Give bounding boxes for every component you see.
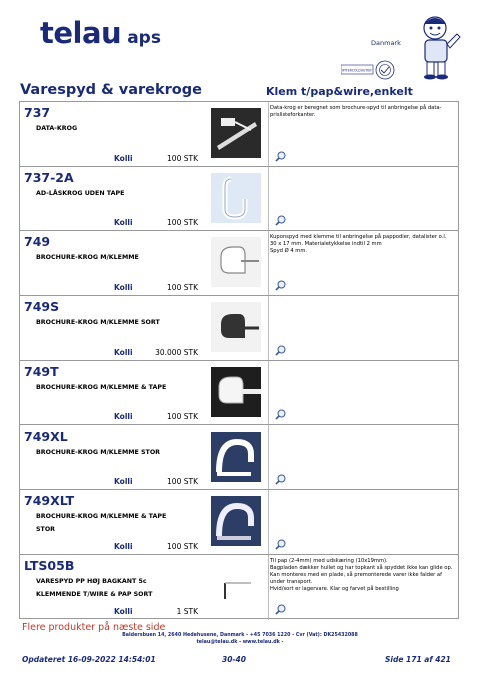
address-line-2: telau@telau.dk - www.telau.dk - (196, 640, 284, 645)
kolli-label: Kolli (114, 541, 133, 551)
zoom-icon[interactable] (275, 604, 286, 615)
product-name: DATA-KROG (36, 125, 78, 132)
product-quantity: 100 STK (167, 541, 198, 551)
product-code: 749XLT (24, 493, 75, 509)
product-description: Data-krog er beregnet som brochure-spyd til anbringelse på data-prislisteforkanter. (270, 105, 442, 118)
product-image (211, 432, 261, 482)
zoom-icon[interactable] (275, 280, 286, 291)
product-name: VARESPYD PP HØJ BAGKANT 5c (36, 577, 147, 585)
product-row (20, 361, 458, 426)
product-quantity: 100 STK (167, 153, 198, 163)
zoom-icon[interactable] (275, 151, 286, 162)
product-quantity: 100 STK (167, 218, 198, 228)
product-image (211, 561, 261, 611)
product-name: BROCHURE-KROG M/KLEMME (36, 254, 139, 262)
product-code: 737-2A (24, 169, 74, 185)
page-subtitle: Klem t/pap&wire,enkelt (266, 85, 413, 98)
logo-main: telau (40, 16, 122, 50)
product-code: 749 (24, 234, 51, 250)
kolli-label: Kolli (114, 283, 133, 293)
product-row (20, 426, 458, 491)
product-row (20, 555, 458, 620)
product-code: 749S (24, 299, 60, 315)
country-label: Danmark (371, 39, 401, 47)
kolli-label: Kolli (114, 218, 133, 228)
product-name: BROCHURE-KROG M/KLEMME & TAPE (36, 513, 167, 521)
product-description: Kuponspyd med klemme til anbringelse på pappodier, datalister o.l. 30 x 17 mm. Materialetykkelse indtil 2 mm Spyd Ø 4 mm. (270, 234, 447, 255)
more-products-note: Flere produkter på næste side (22, 622, 166, 633)
address-line-1: Baldersbuen 14, 2640 Hedehusene, Danmark - +45 7036 1220 - Cvr (Vat): DK25432088 (122, 633, 358, 638)
svg-text:IPITERCOLDUUTIEF: IPITERCOLDUUTIEF (341, 68, 373, 73)
product-image (211, 302, 261, 352)
product-quantity: 100 STK (167, 283, 198, 293)
footer-page: Side 171 af 421 (385, 655, 451, 664)
product-quantity: 1 STK (176, 606, 198, 616)
zoom-icon[interactable] (275, 474, 286, 485)
product-quantity: 30.000 STK (155, 347, 198, 357)
product-image (211, 367, 261, 417)
product-quantity: 100 STK (167, 477, 198, 487)
product-table (19, 101, 459, 619)
product-name: KLEMMENDE T/WIRE & PAP SORT (36, 590, 153, 598)
product-row (20, 296, 458, 361)
product-image (211, 173, 261, 223)
kolli-label: Kolli (114, 477, 133, 487)
product-name: BROCHURE-KROG M/KLEMME STOR (36, 448, 161, 456)
kolli-label: Kolli (114, 153, 133, 163)
product-code: 737 (24, 105, 51, 120)
product-image (211, 496, 261, 546)
zoom-icon[interactable] (275, 345, 286, 356)
product-image (211, 108, 261, 158)
product-code: 749T (24, 363, 59, 379)
product-code: LTS05B (24, 557, 75, 573)
mascot-icon (413, 14, 463, 80)
footer-updated: Opdateret 16-09-2022 14:54:01 (22, 655, 156, 664)
product-name: AD-LÅSKROG UDEN TAPE (36, 189, 125, 197)
product-row (20, 490, 458, 555)
zoom-icon[interactable] (275, 539, 286, 550)
kolli-label: Kolli (114, 412, 133, 422)
company-logo (40, 16, 161, 50)
page-title: Varespyd & varekroge (20, 82, 202, 98)
product-code: 749XL (24, 428, 68, 444)
certification-badge (341, 60, 397, 84)
product-name: BROCHURE-KROG M/KLEMME & TAPE (36, 383, 167, 391)
zoom-icon[interactable] (275, 409, 286, 420)
kolli-label: Kolli (114, 347, 133, 357)
product-row (20, 102, 458, 167)
product-image (211, 237, 261, 287)
product-name: BROCHURE-KROG M/KLEMME SORT (36, 319, 160, 327)
zoom-icon[interactable] (275, 215, 286, 226)
product-description: Til pap (2-4mm) med udskæring (10x19mm). Bagpladen dækker hullet og har topkant så spyddet ikke kan glide op. Kan monteres med en plade, så premonterede varer ikke falder af under transport. Hvid/sort er lagervare. Klar og farvet på bestilling (270, 557, 453, 592)
product-row (20, 167, 458, 232)
product-name: STOR (36, 526, 56, 534)
footer-section: 30-40 (222, 655, 246, 664)
logo-sub: aps (127, 28, 161, 48)
kolli-label: Kolli (114, 606, 133, 616)
product-quantity: 100 STK (167, 412, 198, 422)
product-row (20, 231, 458, 296)
